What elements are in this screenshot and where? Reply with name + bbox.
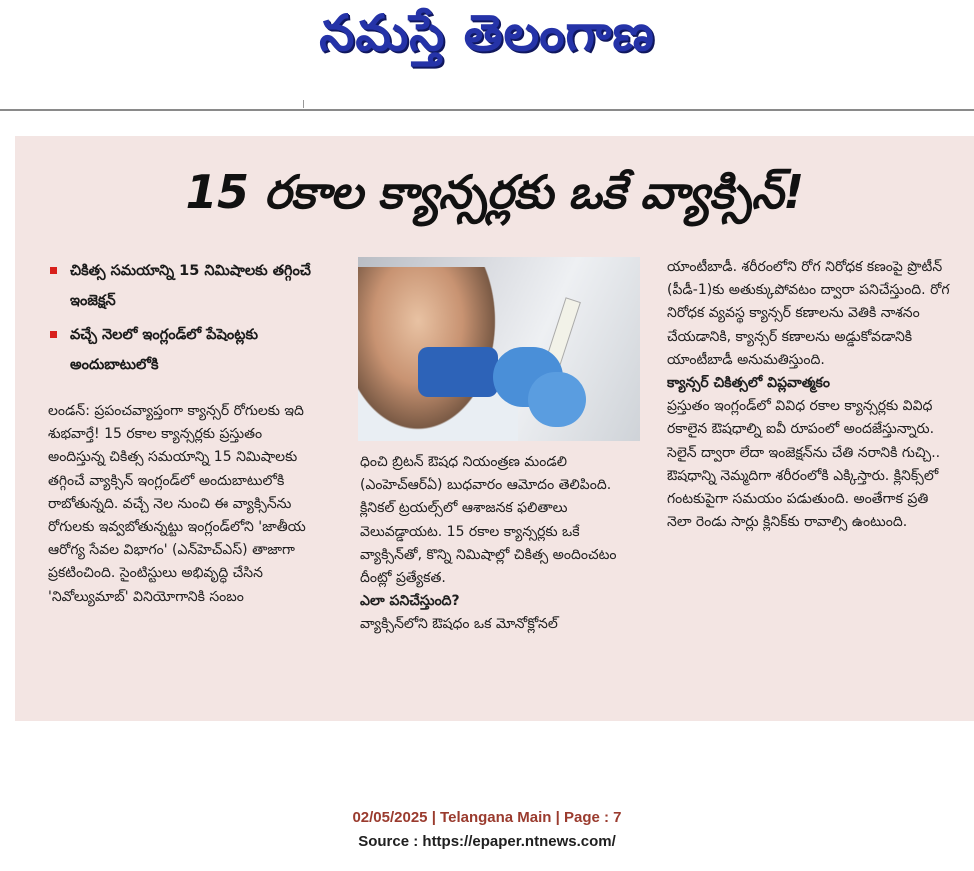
article-clipping <box>15 136 974 721</box>
highlight-bullet <box>48 256 333 316</box>
article-column-1 <box>48 400 318 609</box>
body-text: ప్రస్తుతం ఇంగ్లండ్‌లో వివిధ రకాల క్యాన్సర్లకు వివిధ రకాలైన ఔషధాల్ని ఐవీ రూపంలో అందజేస్తున్నారు. సెలైన్ ద్వారా లేదా ఇంజెక్షన్‌ను చేతి నరానికి గుచ్చి.. ఔషధాన్ని నెమ్మదిగా శరీరంలోకి ఎక్కిస్తారు. క్లినిక్స్‌లో గంటకుపైగా సమయం పడుతుంది. అంతేగాక ప్రతి నెలా రెండు సార్లు క్లినిక్‌కు రావాల్సి ఉంటుంది. <box>667 398 941 531</box>
masthead <box>0 0 974 100</box>
newspaper-logo: నమస్తే తెలంగాణ <box>319 4 655 62</box>
body-text: వ్యాక్సిన్‌లోని ఔషధం ఒక మోనోక్లోనల్ <box>360 616 558 633</box>
subheading: క్యాన్సర్ చికిత్సలో విప్లవాత్మకం <box>667 375 830 392</box>
article-headline: 15 రకాల క్యాన్సర్లకు ఒకే వ్యాక్సిన్! <box>185 165 804 219</box>
bullet-text: చికిత్స సమయాన్ని 15 నిమిషాలకు తగ్గించే ఇంజెక్షన్ <box>70 263 311 309</box>
body-text: యాంటీబాడీ. శరీరంలోని రోగ నిరోధక కణంపై ప్రొటీన్ (పీడీ-1)కు అతుక్కుపోవటం ద్వారా పనిచేస్తుంది. రోగ నిరోధక వ్యవస్థ క్యాన్సర్ కణాలను వెతికి నాశనం చేయడానికి, క్యాన్సర్ కణాలను అడ్డుకోవడానికి యాంటీబాడీ అనుమతిస్తుంది. <box>667 259 950 368</box>
article-photo <box>358 257 640 441</box>
divider-tick <box>303 100 304 108</box>
masthead-rule <box>0 109 974 111</box>
bullet-text: వచ్చే నెలలో ఇంగ్లండ్‌లో పేషెంట్లకు అందుబాటులోకి <box>70 327 259 373</box>
highlight-bullets <box>48 256 333 384</box>
highlight-bullet <box>48 320 333 380</box>
body-text: లండన్: ప్రపంచవ్యాప్తంగా క్యాన్సర్ రోగులకు ఇది శుభవార్తే! 15 రకాల క్యాన్సర్లకు ప్రస్తుతం అందిస్తున్న చికిత్స సమయాన్ని 15 నిమిషాలకు తగ్గించే వ్యాక్సిన్ ఇంగ్లండ్‌లో అందుబాటులోకి రాబోతున్నది. వచ్చే నెల నుంచి ఈ వ్యాక్సిన్‌ను రోగులకు ఇవ్వబోతున్నట్టు ఇంగ్లండ్‌లోని 'జాతీయ ఆరోగ్య సేవల విభాగం' (ఎన్‌హెచ్ఎస్) తాజాగా ప్రకటించింది. సైంటిస్టులు అభివృద్ధి చేసిన 'నివోల్యుమాబ్' వినియోగానికి సంబం <box>48 403 306 605</box>
bullet-square-icon <box>50 267 57 274</box>
bullet-square-icon <box>50 331 57 338</box>
body-text: ధించి బ్రిటన్ ఔషధ నియంత్రణ మండలి (ఎంహెచ్ఆర్ఏ) బుధవారం ఆమోదం తెలిపింది. క్లినికల్ ట్రయల్స్‌లో ఆశాజనక ఫలితాలు వెలువడ్డాయట. 15 రకాల క్యాన్సర్లకు ఒకే వ్యాక్సిన్‌తో, కొన్ని నిమిషాల్లో చికిత్స అందించటం దీంట్లో ప్రత్యేకత. <box>360 454 617 587</box>
footer-dateline: 02/05/2025 | Telangana Main | Page : 7 <box>352 809 622 826</box>
footer-source: Source : https://epaper.ntnews.com/ <box>358 833 616 850</box>
article-column-3 <box>667 256 957 534</box>
subheading: ఎలా పనిచేస్తుంది? <box>360 593 460 610</box>
article-column-2 <box>360 451 640 637</box>
